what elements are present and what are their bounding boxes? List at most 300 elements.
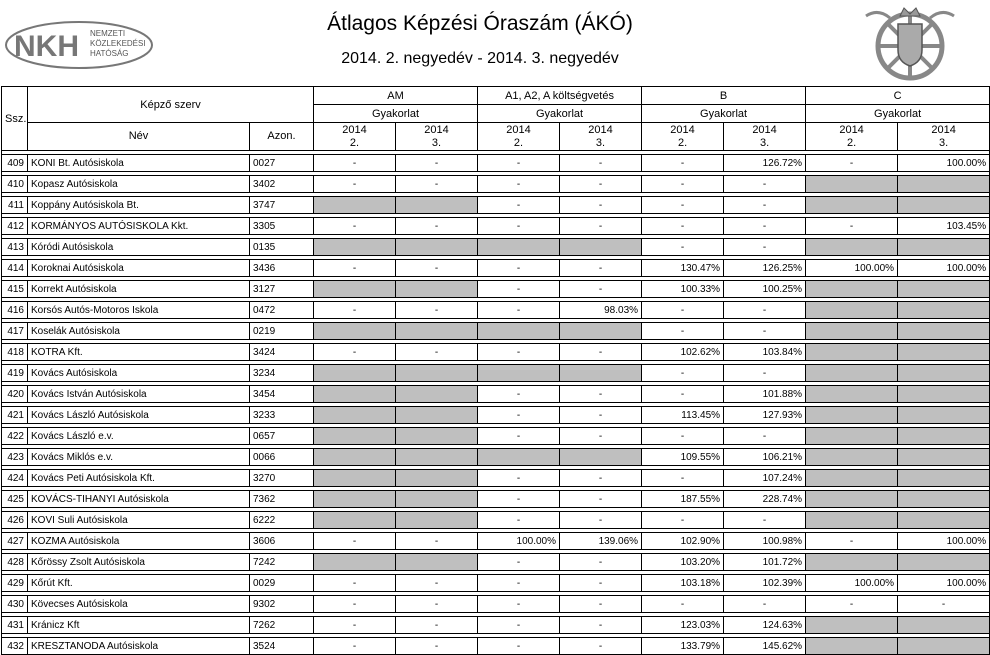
cell-c-q3 bbox=[898, 470, 990, 487]
cell-b-q2: - bbox=[642, 239, 724, 256]
cell-a-q3: - bbox=[560, 491, 642, 508]
table-row bbox=[2, 533, 990, 550]
cell-c-q3: 100.00% bbox=[898, 533, 990, 550]
cell-a-q3: - bbox=[560, 386, 642, 403]
cell-am-q3 bbox=[396, 470, 478, 487]
cell-a-q3: - bbox=[560, 617, 642, 634]
cell-b-q2: 100.33% bbox=[642, 281, 724, 298]
q2-header: 2014 2. bbox=[314, 123, 396, 151]
row-name: Kránicz Kft bbox=[28, 617, 250, 634]
row-ssz: 413 bbox=[2, 239, 28, 256]
cell-c-q2 bbox=[806, 239, 898, 256]
cell-a-q3: - bbox=[560, 554, 642, 571]
cell-b-q2: 130.47% bbox=[642, 260, 724, 277]
cell-am-q2 bbox=[314, 449, 396, 466]
cell-a-q3 bbox=[560, 449, 642, 466]
cell-b-q3: - bbox=[724, 428, 806, 445]
table-row bbox=[2, 344, 990, 361]
row-name: Kovács László e.v. bbox=[28, 428, 250, 445]
cell-am-q2: - bbox=[314, 533, 396, 550]
row-name: Kőrössy Zsolt Autósiskola bbox=[28, 554, 250, 571]
cell-c-q3: 100.00% bbox=[898, 575, 990, 592]
row-name: KOZMA Autósiskola bbox=[28, 533, 250, 550]
cell-a-q2: - bbox=[478, 470, 560, 487]
cell-am-q3 bbox=[396, 512, 478, 529]
row-ssz: 425 bbox=[2, 491, 28, 508]
table-row bbox=[2, 470, 990, 487]
cell-b-q3: 100.98% bbox=[724, 533, 806, 550]
cell-b-q3: 101.72% bbox=[724, 554, 806, 571]
cell-c-q2: - bbox=[806, 218, 898, 235]
cell-a-q3: - bbox=[560, 344, 642, 361]
row-ssz: 411 bbox=[2, 197, 28, 214]
page-subtitle: 2014. 2. negyedév - 2014. 3. negyedév bbox=[341, 50, 619, 67]
cell-a-q2 bbox=[478, 365, 560, 382]
cell-c-q3 bbox=[898, 386, 990, 403]
row-azon: 7362 bbox=[250, 491, 314, 508]
cell-am-q3 bbox=[396, 281, 478, 298]
cell-c-q2 bbox=[806, 365, 898, 382]
cell-b-q2: - bbox=[642, 323, 724, 340]
cell-c-q3 bbox=[898, 302, 990, 319]
cell-b-q3: - bbox=[724, 239, 806, 256]
row-azon: 3234 bbox=[250, 365, 314, 382]
row-name: Koppány Autósiskola Bt. bbox=[28, 197, 250, 214]
row-azon: 0472 bbox=[250, 302, 314, 319]
cell-c-q3 bbox=[898, 491, 990, 508]
cell-c-q2 bbox=[806, 281, 898, 298]
row-name: KOVI Suli Autósiskola bbox=[28, 512, 250, 529]
cell-a-q2: - bbox=[478, 428, 560, 445]
cell-a-q2: - bbox=[478, 281, 560, 298]
table-row bbox=[2, 512, 990, 529]
table-row bbox=[2, 491, 990, 508]
cell-c-q3: 103.45% bbox=[898, 218, 990, 235]
cell-b-q3: - bbox=[724, 176, 806, 193]
gyakorlat-header: Gyakorlat bbox=[642, 105, 806, 123]
cell-c-q2 bbox=[806, 197, 898, 214]
row-azon: 0029 bbox=[250, 575, 314, 592]
row-azon: 3270 bbox=[250, 470, 314, 487]
cell-b-q3: - bbox=[724, 512, 806, 529]
q3-header: 2014 3. bbox=[396, 123, 478, 151]
cell-b-q3: 228.74% bbox=[724, 491, 806, 508]
row-ssz: 427 bbox=[2, 533, 28, 550]
row-azon: 3233 bbox=[250, 407, 314, 424]
cell-b-q2: 123.03% bbox=[642, 617, 724, 634]
cell-c-q3: 100.00% bbox=[898, 260, 990, 277]
row-ssz: 421 bbox=[2, 407, 28, 424]
cell-a-q2: - bbox=[478, 302, 560, 319]
cell-c-q2 bbox=[806, 323, 898, 340]
row-name: KOTRA Kft. bbox=[28, 344, 250, 361]
row-azon: 3424 bbox=[250, 344, 314, 361]
cell-c-q2: - bbox=[806, 533, 898, 550]
cell-am-q2: - bbox=[314, 176, 396, 193]
cell-b-q2: - bbox=[642, 596, 724, 613]
cell-c-q3 bbox=[898, 197, 990, 214]
row-name: Koselák Autósiskola bbox=[28, 323, 250, 340]
cell-am-q3: - bbox=[396, 533, 478, 550]
q2-header: 2014 2. bbox=[806, 123, 898, 151]
cell-am-q3 bbox=[396, 449, 478, 466]
cell-a-q2: - bbox=[478, 155, 560, 172]
cell-b-q2: 113.45% bbox=[642, 407, 724, 424]
row-ssz: 417 bbox=[2, 323, 28, 340]
row-azon: 7262 bbox=[250, 617, 314, 634]
cell-am-q2 bbox=[314, 428, 396, 445]
cell-b-q3: 126.72% bbox=[724, 155, 806, 172]
cell-b-q2: - bbox=[642, 197, 724, 214]
cell-a-q2: - bbox=[478, 575, 560, 592]
cell-c-q3 bbox=[898, 449, 990, 466]
cell-a-q2: - bbox=[478, 218, 560, 235]
cell-c-q2 bbox=[806, 386, 898, 403]
row-ssz: 419 bbox=[2, 365, 28, 382]
ssz-header: Ssz. bbox=[2, 87, 28, 151]
row-ssz: 410 bbox=[2, 176, 28, 193]
cell-am-q3 bbox=[396, 365, 478, 382]
cell-am-q3: - bbox=[396, 176, 478, 193]
cell-am-q3: - bbox=[396, 218, 478, 235]
cell-b-q3: 106.21% bbox=[724, 449, 806, 466]
cell-b-q2: - bbox=[642, 386, 724, 403]
cell-a-q2: - bbox=[478, 512, 560, 529]
table-row bbox=[2, 323, 990, 340]
row-ssz: 412 bbox=[2, 218, 28, 235]
cell-b-q3: 101.88% bbox=[724, 386, 806, 403]
row-name: Kopasz Autósiskola bbox=[28, 176, 250, 193]
cell-am-q2 bbox=[314, 323, 396, 340]
row-azon: 0219 bbox=[250, 323, 314, 340]
cell-b-q3: 100.25% bbox=[724, 281, 806, 298]
cell-a-q2: - bbox=[478, 197, 560, 214]
table-row bbox=[2, 638, 990, 655]
row-name: KONI Bt. Autósiskola bbox=[28, 155, 250, 172]
cell-am-q2 bbox=[314, 365, 396, 382]
cell-a-q2: - bbox=[478, 554, 560, 571]
cell-a-q3 bbox=[560, 365, 642, 382]
table-row bbox=[2, 386, 990, 403]
table-row bbox=[2, 428, 990, 445]
gyakorlat-header: Gyakorlat bbox=[806, 105, 990, 123]
cell-am-q2: - bbox=[314, 302, 396, 319]
cell-a-q2: - bbox=[478, 344, 560, 361]
group-am-header: AM bbox=[314, 87, 478, 105]
cell-b-q2: 103.20% bbox=[642, 554, 724, 571]
table-row bbox=[2, 365, 990, 382]
row-ssz: 430 bbox=[2, 596, 28, 613]
row-azon: 3454 bbox=[250, 386, 314, 403]
cell-am-q3: - bbox=[396, 302, 478, 319]
kepzo-header: Képző szerv bbox=[28, 87, 314, 123]
q3-header: 2014 3. bbox=[724, 123, 806, 151]
azon-header: Azon. bbox=[250, 123, 314, 151]
cell-am-q3 bbox=[396, 407, 478, 424]
cell-c-q3 bbox=[898, 428, 990, 445]
cell-c-q2: 100.00% bbox=[806, 260, 898, 277]
row-azon: 6222 bbox=[250, 512, 314, 529]
table-row bbox=[2, 218, 990, 235]
row-ssz: 426 bbox=[2, 512, 28, 529]
row-azon: 3606 bbox=[250, 533, 314, 550]
cell-a-q3: - bbox=[560, 197, 642, 214]
row-name: Kovács István Autósiskola bbox=[28, 386, 250, 403]
table-row bbox=[2, 596, 990, 613]
table-row bbox=[2, 302, 990, 319]
q2-header: 2014 2. bbox=[478, 123, 560, 151]
svg-text:HATÓSÁG: HATÓSÁG bbox=[90, 49, 129, 58]
cell-c-q3: - bbox=[898, 596, 990, 613]
cell-a-q3: - bbox=[560, 281, 642, 298]
cell-a-q3: 139.06% bbox=[560, 533, 642, 550]
cell-c-q3 bbox=[898, 365, 990, 382]
row-name: Kovács László Autósiskola bbox=[28, 407, 250, 424]
row-ssz: 420 bbox=[2, 386, 28, 403]
row-azon: 0657 bbox=[250, 428, 314, 445]
table-row bbox=[2, 407, 990, 424]
cell-a-q3: - bbox=[560, 512, 642, 529]
row-ssz: 416 bbox=[2, 302, 28, 319]
row-name: Korrekt Autósiskola bbox=[28, 281, 250, 298]
table-row bbox=[2, 554, 990, 571]
cell-am-q3 bbox=[396, 197, 478, 214]
cell-c-q3 bbox=[898, 176, 990, 193]
row-azon: 0066 bbox=[250, 449, 314, 466]
table-row bbox=[2, 239, 990, 256]
row-ssz: 424 bbox=[2, 470, 28, 487]
cell-c-q2 bbox=[806, 176, 898, 193]
cell-b-q2: - bbox=[642, 428, 724, 445]
cell-b-q3: - bbox=[724, 365, 806, 382]
cell-b-q3: - bbox=[724, 596, 806, 613]
row-name: Kovács Peti Autósiskola Kft. bbox=[28, 470, 250, 487]
cell-am-q2 bbox=[314, 281, 396, 298]
cell-c-q2 bbox=[806, 407, 898, 424]
cell-b-q3: - bbox=[724, 197, 806, 214]
cell-c-q2 bbox=[806, 302, 898, 319]
cell-c-q3 bbox=[898, 617, 990, 634]
cell-a-q2 bbox=[478, 323, 560, 340]
cell-a-q2: 100.00% bbox=[478, 533, 560, 550]
row-azon: 3127 bbox=[250, 281, 314, 298]
cell-c-q3: 100.00% bbox=[898, 155, 990, 172]
cell-b-q2: 109.55% bbox=[642, 449, 724, 466]
gyakorlat-header: Gyakorlat bbox=[314, 105, 478, 123]
cell-a-q2 bbox=[478, 239, 560, 256]
cell-c-q2 bbox=[806, 428, 898, 445]
page-header bbox=[0, 0, 960, 86]
row-azon: 0027 bbox=[250, 155, 314, 172]
cell-c-q3 bbox=[898, 239, 990, 256]
cell-b-q2: - bbox=[642, 155, 724, 172]
row-ssz: 414 bbox=[2, 260, 28, 277]
cell-b-q3: 127.93% bbox=[724, 407, 806, 424]
row-name: Korsós Autós-Motoros Iskola bbox=[28, 302, 250, 319]
cell-a-q3: - bbox=[560, 470, 642, 487]
cell-am-q2: - bbox=[314, 218, 396, 235]
q2-header: 2014 2. bbox=[642, 123, 724, 151]
cell-a-q2: - bbox=[478, 617, 560, 634]
cell-b-q3: 102.39% bbox=[724, 575, 806, 592]
cell-a-q3: - bbox=[560, 638, 642, 655]
cell-b-q2: 133.79% bbox=[642, 638, 724, 655]
cell-b-q2: - bbox=[642, 176, 724, 193]
row-azon: 0135 bbox=[250, 239, 314, 256]
row-ssz: 422 bbox=[2, 428, 28, 445]
cell-a-q3: - bbox=[560, 218, 642, 235]
cell-a-q2: - bbox=[478, 386, 560, 403]
svg-text:KÖZLEKEDÉSI: KÖZLEKEDÉSI bbox=[90, 39, 146, 48]
cell-am-q3 bbox=[396, 491, 478, 508]
cell-c-q3 bbox=[898, 512, 990, 529]
row-azon: 9302 bbox=[250, 596, 314, 613]
nev-header: Név bbox=[28, 123, 250, 151]
cell-b-q2: - bbox=[642, 470, 724, 487]
cell-a-q3 bbox=[560, 323, 642, 340]
cell-a-q3: - bbox=[560, 596, 642, 613]
cell-b-q2: - bbox=[642, 365, 724, 382]
q3-header: 2014 3. bbox=[560, 123, 642, 151]
table-row bbox=[2, 197, 990, 214]
table-row bbox=[2, 155, 990, 172]
cell-b-q2: - bbox=[642, 302, 724, 319]
cell-a-q3: - bbox=[560, 176, 642, 193]
row-name: Kövecses Autósiskola bbox=[28, 596, 250, 613]
cell-am-q2: - bbox=[314, 638, 396, 655]
cell-a-q3: - bbox=[560, 155, 642, 172]
cell-b-q2: 103.18% bbox=[642, 575, 724, 592]
group-b-header: B bbox=[642, 87, 806, 105]
cell-am-q3 bbox=[396, 239, 478, 256]
cell-b-q2: 102.62% bbox=[642, 344, 724, 361]
cell-am-q2 bbox=[314, 470, 396, 487]
cell-b-q3: 103.84% bbox=[724, 344, 806, 361]
cell-am-q2: - bbox=[314, 596, 396, 613]
cell-b-q3: 126.25% bbox=[724, 260, 806, 277]
cell-c-q3 bbox=[898, 281, 990, 298]
cell-b-q2: - bbox=[642, 512, 724, 529]
ako-table bbox=[1, 86, 990, 655]
cell-am-q2 bbox=[314, 239, 396, 256]
cell-am-q2 bbox=[314, 197, 396, 214]
cell-am-q3 bbox=[396, 386, 478, 403]
row-azon: 3524 bbox=[250, 638, 314, 655]
cell-am-q3 bbox=[396, 428, 478, 445]
row-azon: 3747 bbox=[250, 197, 314, 214]
cell-a-q2 bbox=[478, 449, 560, 466]
group-c-header: C bbox=[806, 87, 990, 105]
cell-am-q2: - bbox=[314, 617, 396, 634]
cell-am-q3: - bbox=[396, 596, 478, 613]
row-ssz: 423 bbox=[2, 449, 28, 466]
cell-c-q2: - bbox=[806, 155, 898, 172]
cell-b-q3: 124.63% bbox=[724, 617, 806, 634]
cell-am-q2 bbox=[314, 386, 396, 403]
cell-c-q2 bbox=[806, 470, 898, 487]
row-ssz: 431 bbox=[2, 617, 28, 634]
svg-text:NEMZETI: NEMZETI bbox=[90, 29, 126, 38]
row-azon: 7242 bbox=[250, 554, 314, 571]
cell-am-q2: - bbox=[314, 344, 396, 361]
cell-c-q3 bbox=[898, 554, 990, 571]
row-azon: 3402 bbox=[250, 176, 314, 193]
gyakorlat-header: Gyakorlat bbox=[478, 105, 642, 123]
cell-c-q2: 100.00% bbox=[806, 575, 898, 592]
row-azon: 3305 bbox=[250, 218, 314, 235]
row-ssz: 409 bbox=[2, 155, 28, 172]
cell-am-q2 bbox=[314, 491, 396, 508]
cell-c-q2 bbox=[806, 344, 898, 361]
cell-b-q3: - bbox=[724, 302, 806, 319]
cell-a-q2: - bbox=[478, 260, 560, 277]
row-name: KOVÁCS-TIHANYI Autósiskola bbox=[28, 491, 250, 508]
cell-c-q2 bbox=[806, 638, 898, 655]
row-azon: 3436 bbox=[250, 260, 314, 277]
cell-a-q2: - bbox=[478, 596, 560, 613]
table-row bbox=[2, 281, 990, 298]
table-row bbox=[2, 617, 990, 634]
cell-c-q2: - bbox=[806, 596, 898, 613]
row-ssz: 429 bbox=[2, 575, 28, 592]
cell-a-q3 bbox=[560, 239, 642, 256]
row-name: KRESZTANODA Autósiskola bbox=[28, 638, 250, 655]
row-ssz: 415 bbox=[2, 281, 28, 298]
group-a-header: A1, A2, A költségvetés bbox=[478, 87, 642, 105]
cell-am-q2 bbox=[314, 512, 396, 529]
cell-a-q2: - bbox=[478, 638, 560, 655]
table-row bbox=[2, 260, 990, 277]
cell-c-q2 bbox=[806, 617, 898, 634]
cell-c-q3 bbox=[898, 638, 990, 655]
cell-a-q2: - bbox=[478, 176, 560, 193]
cell-b-q2: 102.90% bbox=[642, 533, 724, 550]
cell-am-q3: - bbox=[396, 260, 478, 277]
cell-a-q3: 98.03% bbox=[560, 302, 642, 319]
row-name: Koroknai Autósiskola bbox=[28, 260, 250, 277]
cell-a-q3: - bbox=[560, 407, 642, 424]
cell-am-q2: - bbox=[314, 260, 396, 277]
cell-am-q2 bbox=[314, 554, 396, 571]
cell-b-q2: 187.55% bbox=[642, 491, 724, 508]
row-name: KORMÁNYOS AUTÓSISKOLA Kkt. bbox=[28, 218, 250, 235]
cell-a-q2: - bbox=[478, 407, 560, 424]
svg-text:NKH: NKH bbox=[14, 30, 79, 63]
cell-b-q2: - bbox=[642, 218, 724, 235]
row-name: Kovács Autósiskola bbox=[28, 365, 250, 382]
cell-am-q3: - bbox=[396, 155, 478, 172]
cell-am-q2: - bbox=[314, 575, 396, 592]
cell-b-q3: 145.62% bbox=[724, 638, 806, 655]
row-ssz: 432 bbox=[2, 638, 28, 655]
cell-am-q2: - bbox=[314, 155, 396, 172]
cell-a-q2: - bbox=[478, 491, 560, 508]
cell-c-q3 bbox=[898, 407, 990, 424]
coat-of-arms-icon bbox=[864, 4, 956, 82]
cell-am-q3: - bbox=[396, 638, 478, 655]
cell-am-q3: - bbox=[396, 617, 478, 634]
row-ssz: 418 bbox=[2, 344, 28, 361]
table-row bbox=[2, 449, 990, 466]
row-name: Kőrút Kft. bbox=[28, 575, 250, 592]
cell-a-q3: - bbox=[560, 575, 642, 592]
cell-c-q3 bbox=[898, 323, 990, 340]
cell-am-q3 bbox=[396, 554, 478, 571]
cell-am-q3: - bbox=[396, 344, 478, 361]
cell-am-q3: - bbox=[396, 575, 478, 592]
cell-am-q2 bbox=[314, 407, 396, 424]
cell-b-q3: 107.24% bbox=[724, 470, 806, 487]
